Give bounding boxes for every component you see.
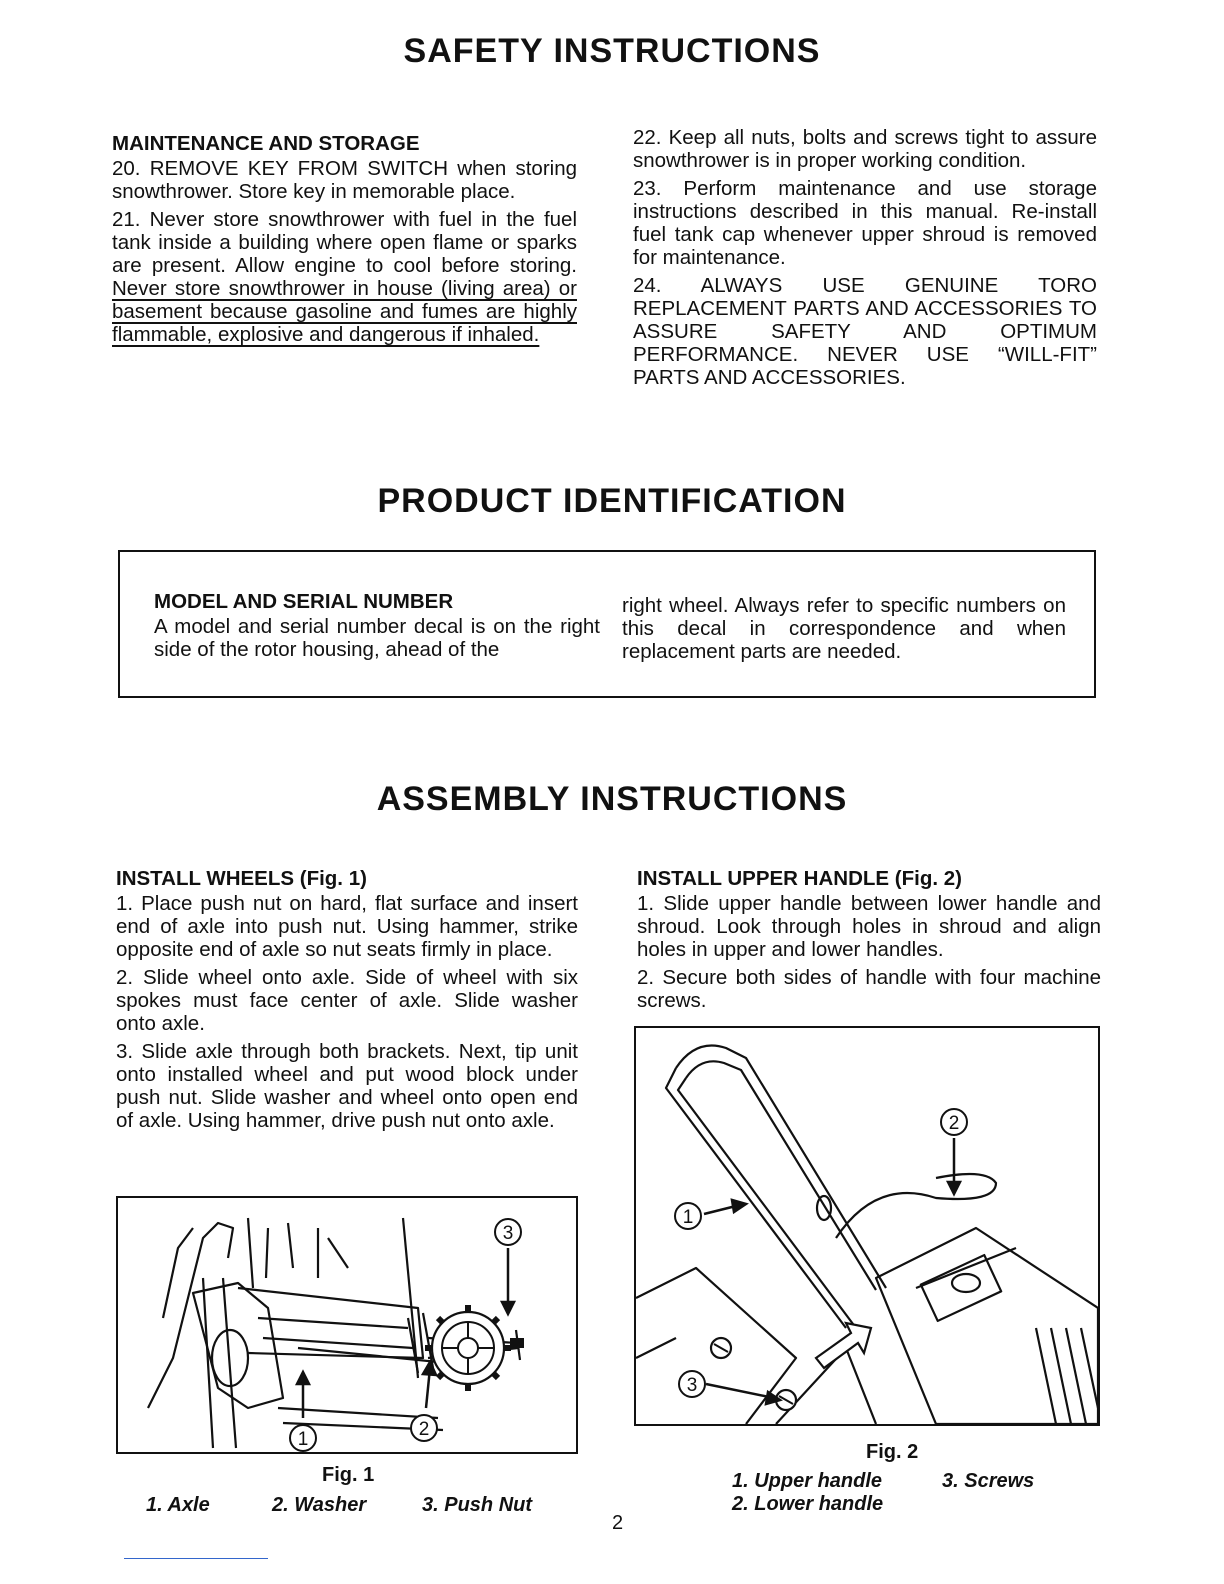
safety-left-column (112, 132, 577, 351)
product-id-title: PRODUCT IDENTIFICATION (377, 482, 847, 520)
figure-1 (116, 1196, 578, 1454)
pointer-arrow-icon (816, 1323, 871, 1368)
product-id-right (622, 594, 1066, 668)
safety-title: SAFETY INSTRUCTIONS (403, 32, 821, 70)
footer-rule (124, 1558, 268, 1559)
product-id-left (154, 590, 600, 666)
axle-end-icon (510, 1338, 524, 1348)
fig1-callout-3: 3 (502, 1223, 514, 1244)
fig1-callout-1: 1 (297, 1429, 309, 1450)
wheels-step-2: 2. Slide wheel onto axle. Side of wheel with six spokes must face center of axle. Slide washer onto axle. (116, 966, 578, 1035)
item-23: 23. Perform maintenance and use storage instructions described in this manual. Re-install fuel tank cap whenever upper shroud is removed for maintenance. (633, 177, 1097, 269)
fig1-callout-2: 2 (418, 1419, 430, 1440)
item-22: 22. Keep all nuts, bolts and screws tight to assure snowthrower is in proper working condition. (633, 126, 1097, 172)
item-21 (112, 208, 577, 346)
assembly-title: ASSEMBLY INSTRUCTIONS (376, 780, 848, 818)
fig1-title: Fig. 1 (322, 1464, 375, 1486)
product-id-text-left: A model and serial number decal is on the right side of the rotor housing, ahead of the (154, 615, 600, 661)
assembly-right-column (637, 867, 1101, 1017)
fig2-callout-2: 2 (948, 1113, 960, 1134)
maintenance-heading: MAINTENANCE AND STORAGE (112, 132, 420, 155)
figure-2 (634, 1026, 1100, 1426)
fig2-callout-1: 1 (682, 1207, 694, 1228)
page-number: 2 (612, 1512, 624, 1534)
fig2-legend-3: 3. Screws (942, 1470, 1035, 1492)
assembly-left-column (116, 867, 578, 1137)
item-21-text: 21. Never store snowthrower with fuel in the fuel tank inside a building where open flame or sparks are present. Allow engine to cool before storing. (112, 208, 577, 277)
fig2-legend-2: 2. Lower handle (732, 1493, 884, 1515)
fig2-legend-1: 1. Upper handle (732, 1470, 883, 1492)
item-24: 24. ALWAYS USE GENUINE TORO REPLACEMENT PARTS AND ACCESSORIES TO ASSURE SAFETY AND OPTIMUM PERFORMANCE. NEVER USE “WILL-FIT” PARTS AND ACCESSORIES. (633, 274, 1097, 389)
fig2-callout-3: 3 (686, 1375, 698, 1396)
safety-right-column (633, 126, 1097, 394)
fig1-legend-3: 3. Push Nut (422, 1494, 533, 1516)
wheel-assembly-drawing (118, 1198, 576, 1452)
install-handle-heading: INSTALL UPPER HANDLE (Fig. 2) (637, 867, 962, 890)
handle-assembly-drawing (636, 1028, 1098, 1424)
fig1-legend-1: 1. Axle (146, 1494, 210, 1516)
item-21-warning: Never store snowthrower in house (living area) or basement because gasoline and fumes are highly flammable, explosive and dangerous if inhaled. (112, 277, 577, 346)
product-id-text-right: right wheel. Always refer to specific numbers on this decal in correspondence and when replacement parts are needed. (622, 594, 1066, 663)
model-serial-heading: MODEL AND SERIAL NUMBER (154, 590, 454, 613)
handle-step-1: 1. Slide upper handle between lower handle and shroud. Look through holes in shroud and align holes in upper and lower handles. (637, 892, 1101, 961)
fig2-title: Fig. 2 (866, 1441, 919, 1463)
item-20: 20. REMOVE KEY FROM SWITCH when storing snowthrower. Store key in memorable place. (112, 157, 577, 203)
install-wheels-heading: INSTALL WHEELS (Fig. 1) (116, 867, 367, 890)
handle-step-2: 2. Secure both sides of handle with four machine screws. (637, 966, 1101, 1012)
fig1-legend-2: 2. Washer (272, 1494, 367, 1516)
wheels-step-1: 1. Place push nut on hard, flat surface and insert end of axle into push nut. Using hammer, strike opposite end of axle so nut seats firmly in place. (116, 892, 578, 961)
wheel-icon (425, 1305, 511, 1391)
product-id-box (118, 550, 1096, 698)
wheels-step-3: 3. Slide axle through both brackets. Next, tip unit onto installed wheel and put wood block under push nut. Slide washer and wheel onto open end of axle. Using hammer, drive push nut onto axle. (116, 1040, 578, 1132)
